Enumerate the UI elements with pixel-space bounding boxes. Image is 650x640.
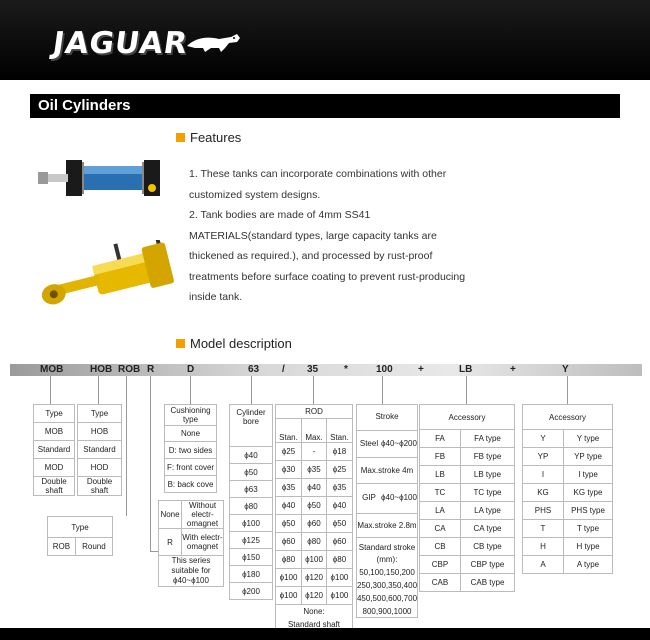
stroke-range: ϕ40~ϕ100: [381, 493, 417, 502]
table-cell: YP: [523, 448, 564, 466]
table-cell: KG: [523, 484, 564, 502]
table-cell: H: [523, 538, 564, 556]
connector-line: [150, 376, 151, 552]
model-code: *: [344, 364, 348, 375]
table-cell: FB: [420, 448, 461, 466]
table-header: Type: [48, 517, 113, 538]
connector-line: [98, 376, 99, 404]
table-cell: ϕ80: [302, 533, 327, 551]
connector-line: [126, 376, 127, 516]
table-cell: Standard: [34, 441, 75, 459]
table-cell: HOD: [78, 459, 122, 477]
gold-cylinder-image: [36, 240, 186, 320]
table-cell: ϕ100: [276, 587, 302, 605]
table-cell: R: [159, 529, 182, 556]
table-cell: ϕ18: [326, 443, 352, 461]
table-cell: ϕ35: [302, 461, 327, 479]
type-table-rob: [47, 516, 113, 556]
table-cell: T: [523, 520, 564, 538]
rod-table: [275, 404, 353, 632]
model-code: ROB: [118, 364, 141, 375]
table-cell: I type: [564, 466, 613, 484]
table-cell: None: [159, 501, 182, 529]
table-cell: ϕ200: [230, 583, 273, 600]
table-cell: ϕ180: [230, 566, 273, 583]
table-cell: CBP type: [461, 556, 515, 574]
table-cell: B: back cove: [165, 476, 217, 493]
table-cell: LA type: [461, 502, 515, 520]
type-table-hob: [77, 404, 122, 496]
table-cell: F: front cover: [165, 459, 217, 476]
model-description-heading: Model description: [176, 336, 292, 351]
table-cell: A: [523, 556, 564, 574]
stroke-max: Max.stroke 4m: [360, 466, 414, 475]
brand-logo[interactable]: JAGUAR: [50, 26, 191, 61]
table-cell: LB: [420, 466, 461, 484]
electromagnet-table: [158, 500, 224, 587]
column-header: Max.: [302, 419, 327, 443]
accessory-table-1: [419, 404, 515, 592]
divider: [356, 430, 417, 431]
model-code: HOB: [90, 364, 113, 375]
table-cell: FA type: [461, 430, 515, 448]
table-cell: ϕ50: [326, 515, 352, 533]
divider: [356, 457, 417, 458]
table-cell: ϕ50: [230, 464, 273, 481]
model-code: +: [418, 364, 424, 375]
table-cell: TC: [420, 484, 461, 502]
connector-line: [251, 376, 252, 404]
stroke-material-label: GIP: [362, 493, 376, 502]
table-cell: HOB: [78, 423, 122, 441]
accessory-table-2: [522, 404, 613, 574]
model-code: LB: [459, 364, 473, 375]
table-cell: ϕ100: [230, 515, 273, 532]
table-cell: YP type: [564, 448, 613, 466]
table-cell: LA: [420, 502, 461, 520]
divider: [356, 483, 417, 484]
table-cell: ϕ35: [326, 479, 352, 497]
table-cell: FB type: [461, 448, 515, 466]
connector-line: [50, 376, 51, 404]
table-cell: LB type: [461, 466, 515, 484]
page-title: Oil Cylinders: [38, 97, 131, 114]
table-cell: D: two sides: [165, 442, 217, 459]
table-cell: T type: [564, 520, 613, 538]
table-cell: ϕ100: [302, 551, 327, 569]
model-code: +: [510, 364, 516, 375]
table-cell: ϕ80: [230, 498, 273, 515]
table-cell: ϕ40: [326, 497, 352, 515]
table-cell: PHS type: [564, 502, 613, 520]
table-cell: Round: [75, 538, 112, 556]
table-cell: ROB: [48, 538, 76, 556]
table-cell: Double shaft: [34, 477, 75, 496]
table-cell: FA: [420, 430, 461, 448]
table-cell: ϕ120: [302, 569, 327, 587]
cushioning-table: [164, 404, 217, 493]
type-table-mob: [33, 404, 75, 496]
table-cell: None: [165, 426, 217, 442]
table-cell: I: [523, 466, 564, 484]
stroke-standard-values: 800,900,1000: [362, 607, 412, 616]
divider: [356, 513, 417, 514]
table-header: Stroke: [375, 412, 399, 421]
table-cell: ϕ100: [326, 569, 352, 587]
blue-cylinder-image: [36, 150, 171, 208]
cylinder-bore-table: [229, 404, 273, 600]
table-cell: ϕ80: [326, 551, 352, 569]
table-note: Standard shaft: [276, 617, 353, 632]
table-cell: -: [302, 443, 327, 461]
table-cell: ϕ100: [276, 569, 302, 587]
connector-line: [466, 376, 467, 404]
bullet-square-icon: [176, 133, 185, 142]
header-bar: [0, 0, 650, 80]
table-cell: ϕ50: [276, 515, 302, 533]
table-cell: ϕ35: [276, 479, 302, 497]
model-code: 63: [248, 364, 260, 375]
table-cell: CA: [420, 520, 461, 538]
page-title-bar: [30, 94, 620, 118]
model-code: 100: [376, 364, 393, 375]
table-header: ROD: [276, 405, 353, 419]
features-heading: Features: [176, 130, 241, 145]
table-header: Cushioning type: [165, 405, 217, 426]
table-cell: ϕ40: [276, 497, 302, 515]
features-text: [189, 164, 471, 308]
table-cell: ϕ63: [230, 481, 273, 498]
table-cell: CAB type: [461, 574, 515, 592]
connector-line: [567, 376, 568, 404]
footer-bar: [0, 628, 650, 640]
model-code: 35: [307, 364, 319, 375]
table-cell: Without electr-omagnet: [182, 501, 224, 529]
table-cell: ϕ100: [326, 587, 352, 605]
stroke-standard-values: 50,100,150,200: [359, 568, 415, 577]
table-note: None:: [276, 605, 353, 618]
table-cell: Double shaft: [78, 477, 122, 496]
column-header: Stan.: [276, 419, 302, 443]
model-code: Y: [562, 364, 569, 375]
table-header: Type: [34, 405, 75, 423]
feature-item: 1. These tanks can incorporate combinations with other customized system designs.: [189, 168, 447, 201]
table-cell: ϕ80: [276, 551, 302, 569]
table-header: Accessory: [523, 405, 613, 430]
stroke-standard-values: 250,300,350,400: [356, 581, 418, 590]
table-cell: ϕ60: [276, 533, 302, 551]
stroke-material-label: Steel: [359, 439, 379, 448]
table-cell: MOD: [34, 459, 75, 477]
table-cell: CA type: [461, 520, 515, 538]
table-cell: ϕ150: [230, 549, 273, 566]
model-code: /: [282, 364, 285, 375]
table-cell: ϕ30: [276, 461, 302, 479]
model-code: R: [147, 364, 155, 375]
table-cell: A type: [564, 556, 613, 574]
model-code: MOB: [40, 364, 64, 375]
table-cell: ϕ125: [230, 532, 273, 549]
bullet-square-icon: [176, 339, 185, 348]
connector-line: [313, 376, 314, 404]
table-cell: CB: [420, 538, 461, 556]
table-cell: Standard: [78, 441, 122, 459]
table-cell: CAB: [420, 574, 461, 592]
connector-line: [190, 376, 191, 404]
model-code: D: [187, 364, 195, 375]
table-cell: Y: [523, 430, 564, 448]
table-cell: ϕ25: [326, 461, 352, 479]
table-cell: Y type: [564, 430, 613, 448]
stroke-max: Max.stroke 2.8m: [357, 521, 417, 530]
table-cell: H type: [564, 538, 613, 556]
table-cell: TC type: [461, 484, 515, 502]
table-cell: PHS: [523, 502, 564, 520]
connector-line: [382, 376, 383, 404]
table-cell: ϕ40: [302, 479, 327, 497]
feature-item: 2. Tank bodies are made of 4mm SS41 MATERIALS(standard types, large capacity tanks are thickened as required.), and processed by rust-proof treatments before surface coating to prevent rust-producing inside tank.: [189, 209, 466, 303]
table-cell: ϕ40: [230, 447, 273, 464]
table-header: Accessory: [420, 405, 515, 430]
table-cell: With electr-omagnet: [182, 529, 224, 556]
stroke-range: ϕ40~ϕ200: [381, 439, 417, 448]
table-cell: KG type: [564, 484, 613, 502]
jaguar-icon: [185, 30, 245, 56]
stroke-standard-values: 450,500,600,700: [356, 594, 418, 603]
table-cell: CBP: [420, 556, 461, 574]
table-cell: ϕ60: [302, 515, 327, 533]
divider: [356, 537, 417, 538]
table-header: Cylinder bore: [230, 405, 273, 447]
table-cell: ϕ50: [302, 497, 327, 515]
stroke-standard-label: Standard stroke (mm):: [358, 543, 416, 564]
table-cell: ϕ60: [326, 533, 352, 551]
table-header: Type: [78, 405, 122, 423]
table-cell: CB type: [461, 538, 515, 556]
table-cell: ϕ120: [302, 587, 327, 605]
table-cell: ϕ25: [276, 443, 302, 461]
table-cell: MOB: [34, 423, 75, 441]
column-header: Stan.: [326, 419, 352, 443]
table-note: This series suitable for ϕ40~ϕ100: [159, 556, 224, 587]
